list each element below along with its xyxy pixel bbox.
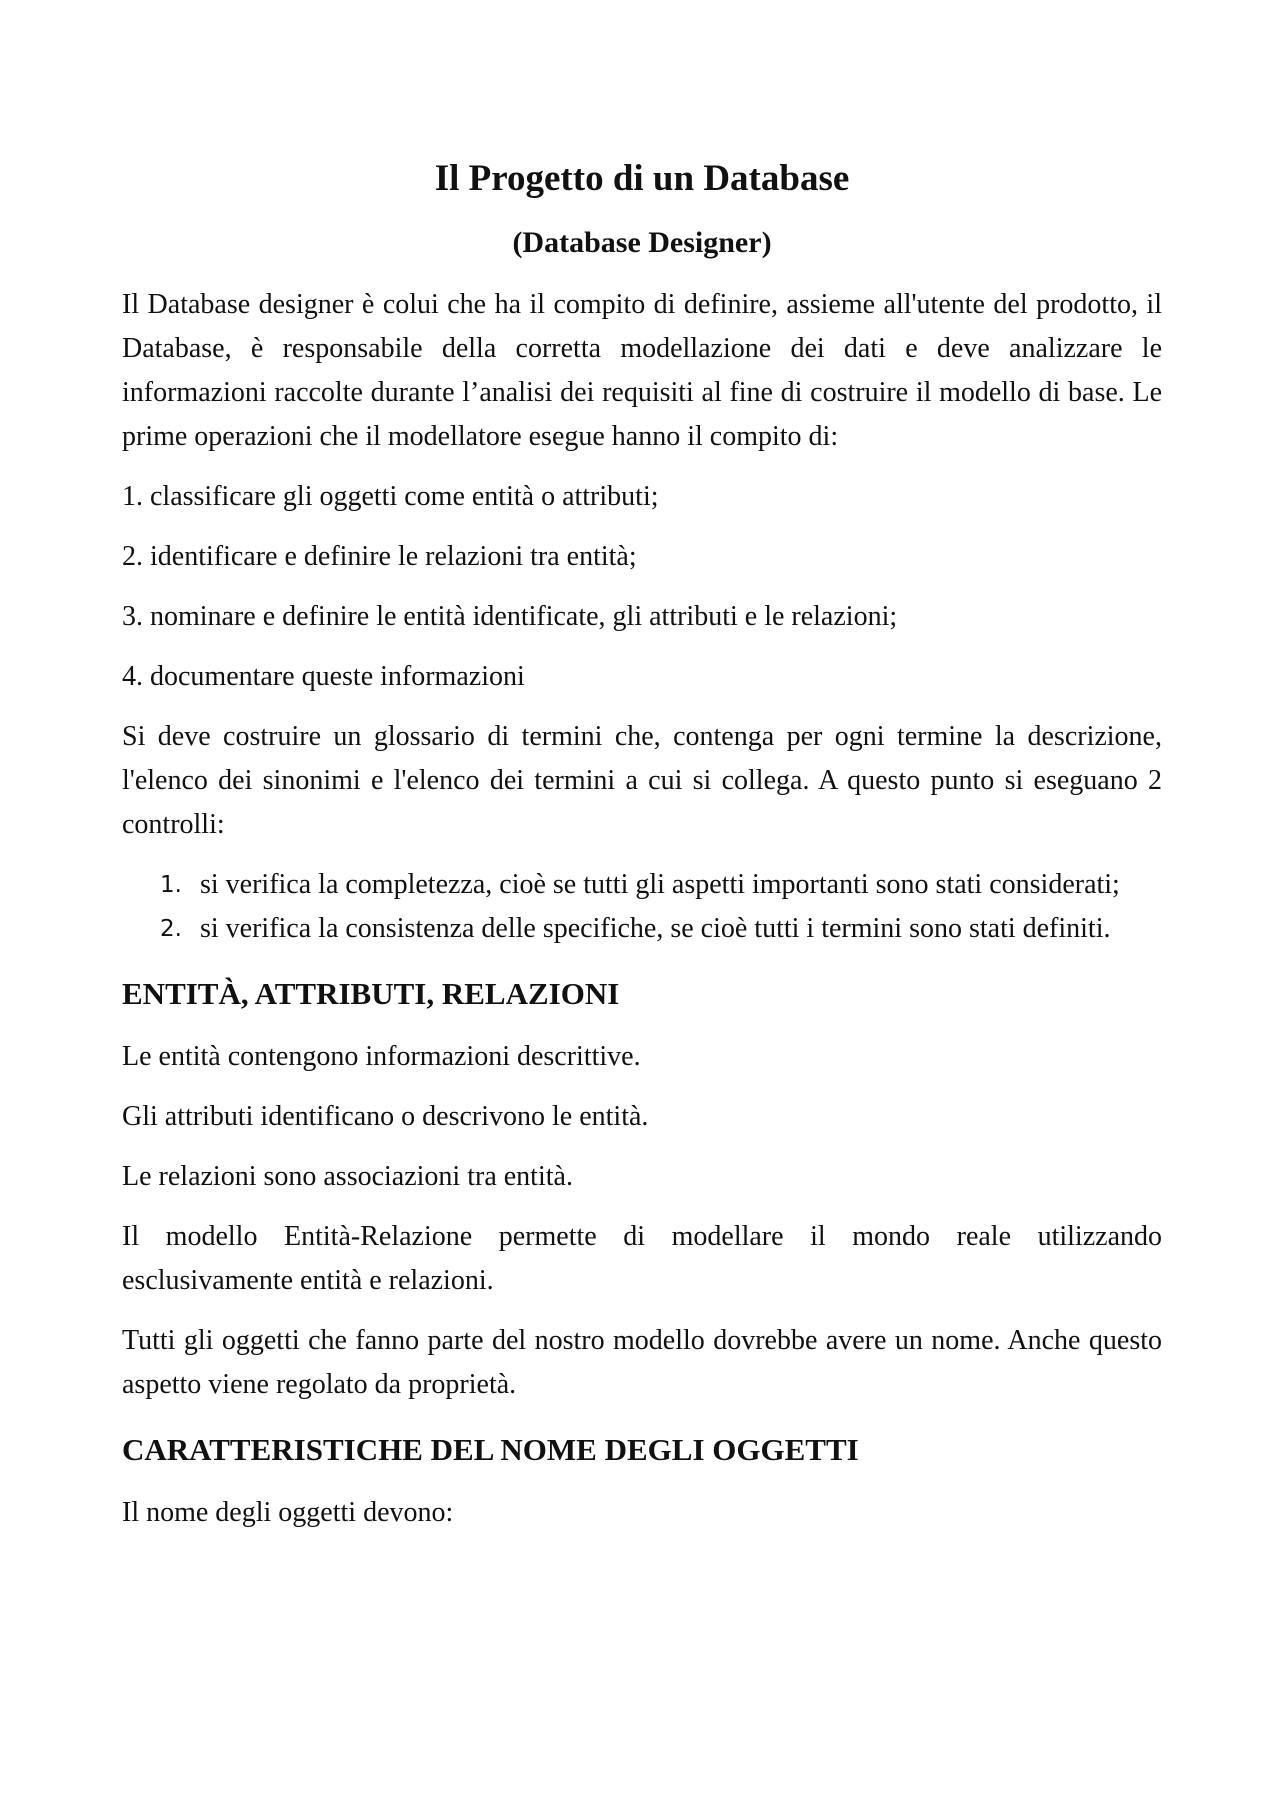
- checks-list: [122, 863, 1162, 951]
- task-item-3: 3. nominare e definire le entità identificate, gli attributi e le relazioni;: [122, 601, 898, 632]
- glossary-paragraph: Si deve costruire un glossario di termini che, contenga per ogni termine la descrizione, l'elenco dei sinonimi e l'elenco dei termini a cui si collega. A questo punto si eseguano 2 controlli:: [122, 721, 1162, 840]
- section1-paragraph: Le relazioni sono associazioni tra entità.: [122, 1161, 573, 1192]
- document-subtitle: (Database Designer): [512, 226, 772, 259]
- section1-paragraph: Il modello Entità-Relazione permette di modellare il mondo reale utilizzando esclusivamente entità e relazioni.: [122, 1221, 1162, 1296]
- page-content: [122, 155, 1162, 1535]
- task-item-4: 4. documentare queste informazioni: [122, 661, 525, 692]
- list-item-text: si verifica la consistenza delle specifiche, se cioè tutti i termini sono stati definiti.: [200, 913, 1111, 944]
- section1-paragraph: Tutti gli oggetti che fanno parte del nostro modello dovrebbe avere un nome. Anche questo aspetto viene regolato da proprietà.: [122, 1325, 1162, 1400]
- list-item: [160, 863, 1162, 907]
- list-item-text: si verifica la completezza, cioè se tutti gli aspetti importanti sono stati considerati;: [200, 869, 1120, 900]
- list-number: 1.: [160, 872, 182, 898]
- list-number: 2.: [160, 916, 182, 942]
- section-heading-entities: ENTITÀ, ATTRIBUTI, RELAZIONI: [122, 976, 620, 1011]
- task-item-1: 1. classificare gli oggetti come entità o attributi;: [122, 481, 659, 512]
- section-heading-object-names: CARATTERISTICHE DEL NOME DEGLI OGGETTI: [122, 1432, 859, 1467]
- section2-paragraph: Il nome degli oggetti devono:: [122, 1497, 454, 1528]
- section1-paragraph: Gli attributi identificano o descrivono le entità.: [122, 1101, 649, 1132]
- document-title: Il Progetto di un Database: [434, 158, 850, 199]
- intro-paragraph: Il Database designer è colui che ha il compito di definire, assieme all'utente del prodotto, il Database, è responsabile della corretta modellazione dei dati e deve analizzare le informazioni raccolte durante l’analisi dei requisiti al fine di costruire il modello di base. Le prime operazioni che il modellatore esegue hanno il compito di:: [122, 289, 1162, 452]
- task-item-2: 2. identificare e definire le relazioni tra entità;: [122, 541, 637, 572]
- section1-paragraph: Le entità contengono informazioni descrittive.: [122, 1041, 641, 1072]
- list-item: [160, 907, 1162, 951]
